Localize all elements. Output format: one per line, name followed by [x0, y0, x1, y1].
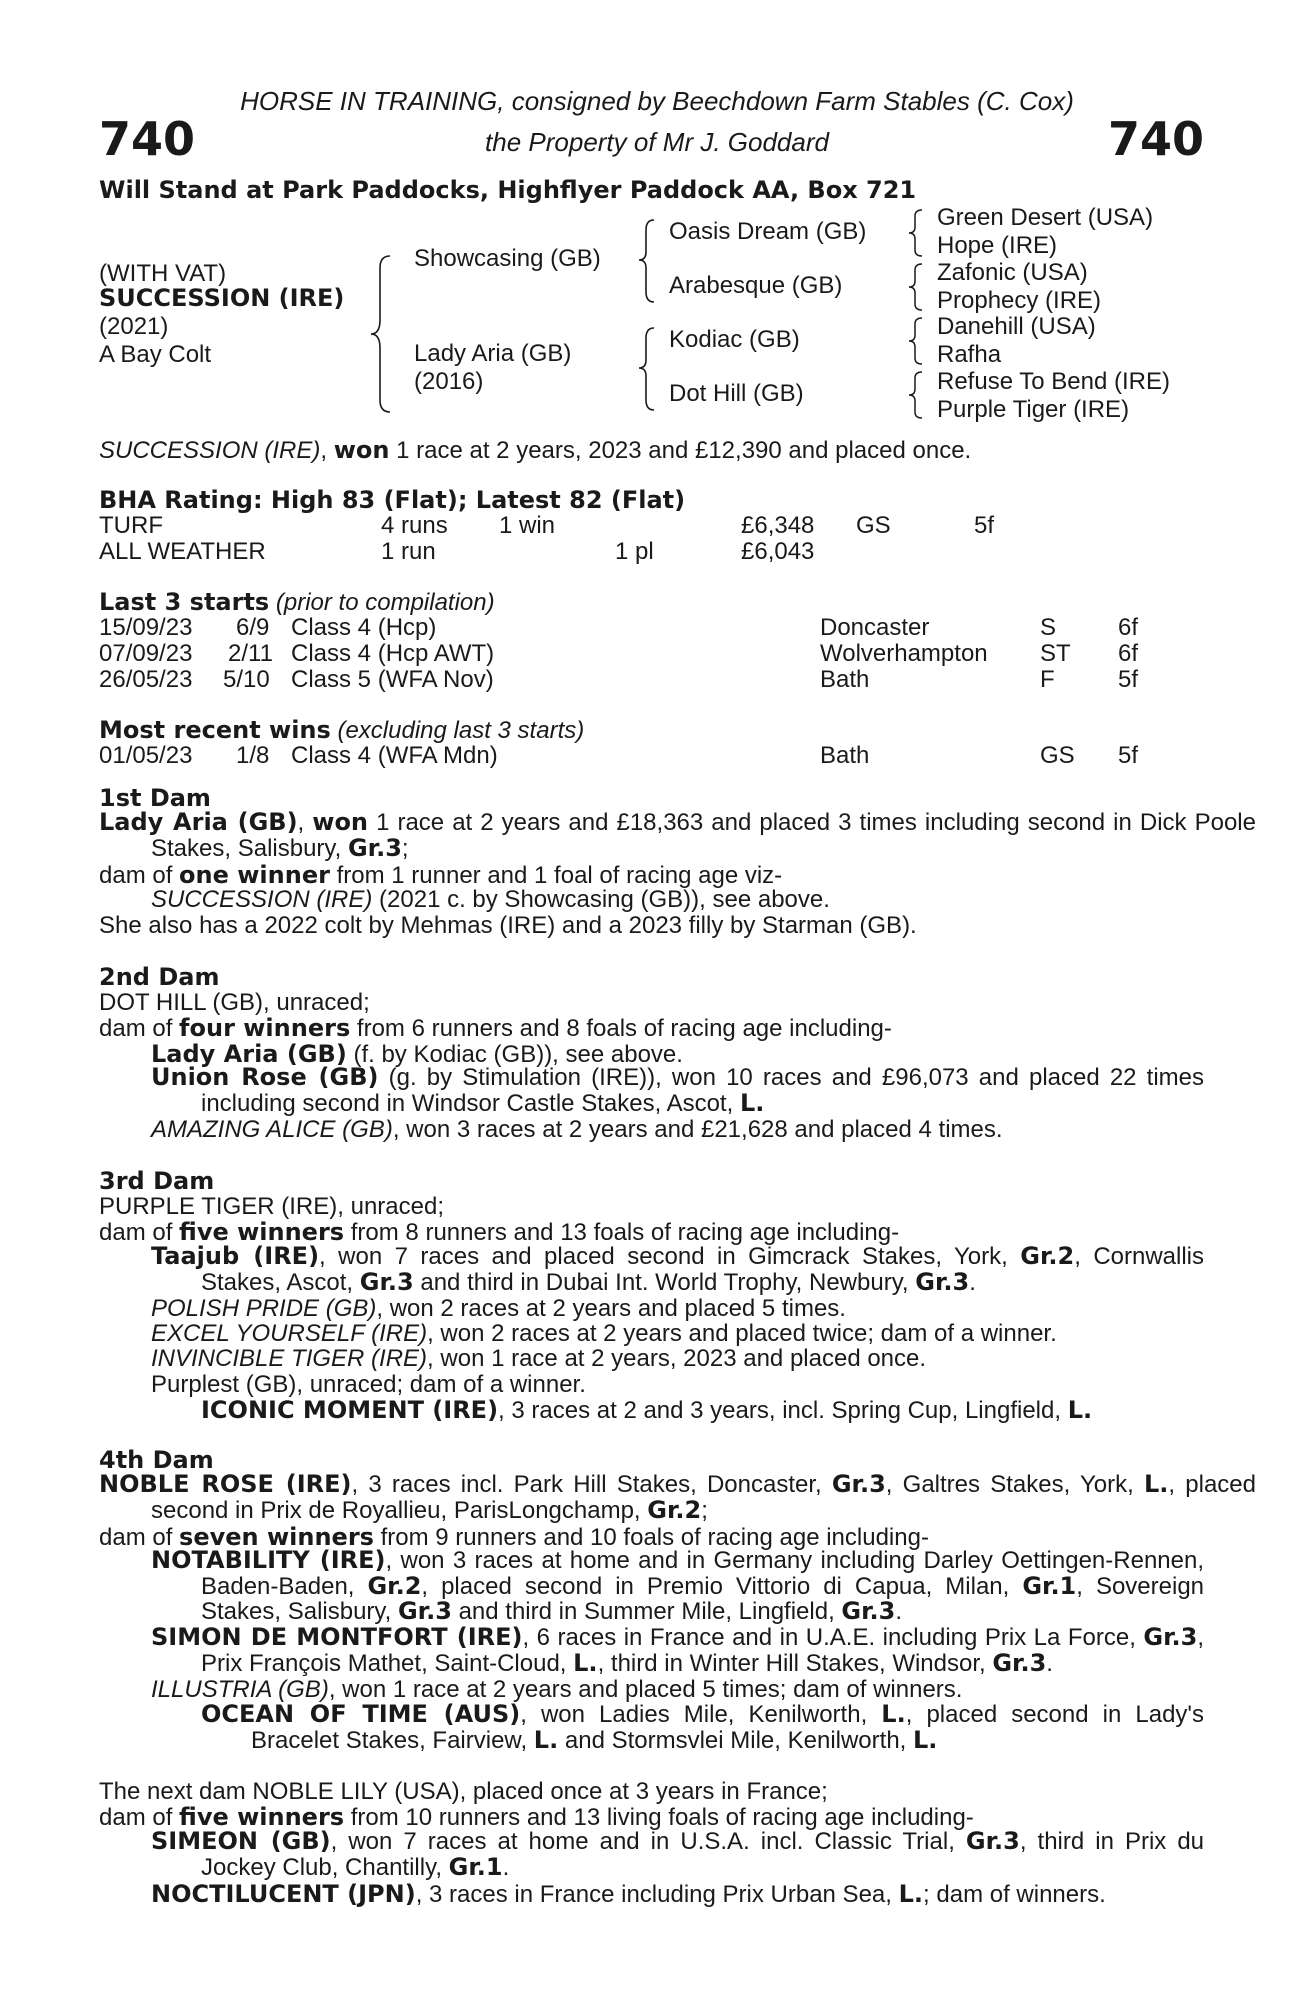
lot-number-right: 740 [1107, 112, 1204, 166]
sire: Showcasing (GB) [414, 245, 601, 272]
pedigree-brace-ss [906, 208, 928, 258]
dam-dam-dam: Purple Tiger (IRE) [937, 396, 1130, 423]
pedigree-brace-ds [906, 316, 928, 366]
third-dam-line: PURPLE TIGER (IRE), unraced; [99, 1193, 444, 1220]
sire-dam: Arabesque (GB) [669, 272, 843, 299]
dam-sire-sire: Danehill (USA) [937, 313, 1096, 340]
sire-sire: Oasis Dream (GB) [669, 218, 867, 245]
dam: Lady Aria (GB) [414, 340, 572, 367]
property-line: the Property of Mr J. Goddard [485, 127, 829, 157]
pedigree-brace-main [368, 254, 396, 414]
pedigree-brace-dd [906, 370, 928, 420]
fourth-dam-record: NOBLE ROSE (IRE), 3 races incl. Park Hill Stakes, Doncaster, Gr.3, Galtres Stakes, York, L., placed second in Prix de Royallieu, ParisLongchamp, Gr.2; [99, 1470, 1257, 1524]
race-summary: SUCCESSION (IRE), won 1 race at 2 years, 2023 and £12,390 and placed once. [99, 436, 972, 464]
pedigree-brace-sd [906, 262, 928, 312]
dam-year: (2016) [414, 368, 484, 395]
recent-wins-title: Most recent wins (excluding last 3 starts) [99, 716, 585, 744]
third-dam-grandfoal: ICONIC MOMENT (IRE), 3 races at 2 and 3 years, incl. Spring Cup, Lingfield, L. [201, 1396, 1093, 1424]
fourth-dam-foal: ILLUSTRIA (GB), won 1 race at 2 years and placed 5 times; dam of winners. [151, 1676, 963, 1703]
second-dam-foal: Lady Aria (GB) (f. by Kodiac (GB)), see above. [151, 1040, 683, 1068]
consignor-line: HORSE IN TRAINING, consigned by Beechdown Farm Stables (C. Cox) [240, 86, 1074, 116]
vat-label: (WITH VAT) [99, 260, 227, 287]
next-dam-produce: dam of five winners from 10 runners and 13 living foals of racing age including- [99, 1803, 974, 1831]
sire-dam-dam: Prophecy (IRE) [937, 287, 1102, 314]
dam-dam: Dot Hill (GB) [669, 380, 804, 407]
horse-year: (2021) [99, 313, 169, 340]
first-dam-produce: dam of one winner from 1 runner and 1 foal of racing age viz- [99, 861, 783, 889]
first-dam-title: 1st Dam [99, 784, 211, 812]
first-dam-note: She also has a 2022 colt by Mehmas (IRE) and a 2023 filly by Starman (GB). [99, 912, 917, 939]
horse-name: SUCCESSION (IRE) [99, 284, 345, 312]
fourth-dam-grandfoal: OCEAN OF TIME (AUS), won Ladies Mile, Kenilworth, L., placed second in Lady's Bracelet Stakes, Fairview, L. and Stormsvlei Mile, Kenilworth, L. [201, 1700, 1205, 1754]
next-dam-line: The next dam NOBLE LILY (USA), placed once at 3 years in France; [99, 1778, 828, 1805]
last-3-starts-title: Last 3 starts (prior to compilation) [99, 588, 495, 616]
third-dam-foal: Taajub (IRE), won 7 races and placed second in Gimcrack Stakes, York, Gr.2, Cornwallis Stakes, Ascot, Gr.3 and third in Dubai Int. World Trophy, Newbury, Gr.3. [151, 1242, 1205, 1296]
fourth-dam-foal: SIMON DE MONTFORT (IRE), 6 races in France and in U.A.E. including Prix La Force, Gr.3, Prix François Mathet, Saint-Cloud, L., third in Winter Hill Stakes, Windsor, Gr.3. [151, 1623, 1204, 1677]
lot-number-left: 740 [99, 112, 196, 166]
dam-sire-dam: Rafha [937, 341, 1002, 368]
third-dam-foal: POLISH PRIDE (GB), won 2 races at 2 years and placed 5 times. [151, 1295, 846, 1322]
dam-sire: Kodiac (GB) [669, 326, 800, 353]
fourth-dam-foal: NOTABILITY (IRE), won 3 races at home and in Germany including Darley Oettingen-Rennen, Baden-Baden, Gr.2, placed second in Premio Vittorio di Capua, Milan, Gr.1, Sovereign Stakes, Salisbury, Gr.3 and third in Summer Mile, Lingfield, Gr.3. [151, 1546, 1205, 1625]
third-dam-foal: Purplest (GB), unraced; dam of a winner. [151, 1371, 586, 1398]
second-dam-foal: Union Rose (GB) (g. by Stimulation (IRE)), won 10 races and £96,073 and placed 22 times including second in Windsor Castle Stakes, Ascot, L. [151, 1063, 1204, 1117]
stand-line: Will Stand at Park Paddocks, Highflyer Paddock AA, Box 721 [99, 176, 917, 204]
fourth-dam-title: 4th Dam [99, 1446, 214, 1474]
third-dam-foal: EXCEL YOURSELF (IRE), won 2 races at 2 years and placed twice; dam of a winner. [151, 1320, 1057, 1347]
second-dam-line: DOT HILL (GB), unraced; [99, 989, 370, 1016]
fourth-dam-produce: dam of seven winners from 9 runners and 10 foals of racing age including- [99, 1523, 929, 1551]
pedigree-brace-sire [636, 218, 660, 304]
second-dam-foal: AMAZING ALICE (GB), won 3 races at 2 years and £21,628 and placed 4 times. [151, 1116, 1003, 1143]
first-dam-record: Lady Aria (GB), won 1 race at 2 years and £18,363 and placed 3 times including second in Dick Poole Stakes, Salisbury, Gr.3; [99, 808, 1256, 862]
sire-dam-sire: Zafonic (USA) [937, 259, 1088, 286]
bha-rating-title: BHA Rating: High 83 (Flat); Latest 82 (Flat) [99, 486, 686, 514]
horse-description: A Bay Colt [99, 341, 212, 368]
dam-dam-sire: Refuse To Bend (IRE) [937, 368, 1171, 395]
first-dam-foal: SUCCESSION (IRE) (2021 c. by Showcasing (GB)), see above. [151, 886, 830, 913]
pedigree-brace-dam [636, 326, 660, 412]
sire-sire-dam: Hope (IRE) [937, 232, 1058, 259]
third-dam-foal: INVINCIBLE TIGER (IRE), won 1 race at 2 years, 2023 and placed once. [151, 1345, 927, 1372]
next-dam-foal: NOCTILUCENT (JPN), 3 races in France including Prix Urban Sea, L.; dam of winners. [151, 1880, 1106, 1908]
sire-sire-sire: Green Desert (USA) [937, 204, 1154, 231]
third-dam-title: 3rd Dam [99, 1167, 215, 1195]
next-dam-foal: SIMEON (GB), won 7 races at home and in U.S.A. incl. Classic Trial, Gr.3, third in Prix du Jockey Club, Chantilly, Gr.1. [151, 1827, 1205, 1881]
second-dam-title: 2nd Dam [99, 963, 220, 991]
second-dam-produce: dam of four winners from 6 runners and 8 foals of racing age including- [99, 1014, 892, 1042]
third-dam-produce: dam of five winners from 8 runners and 13 foals of racing age including- [99, 1218, 900, 1246]
